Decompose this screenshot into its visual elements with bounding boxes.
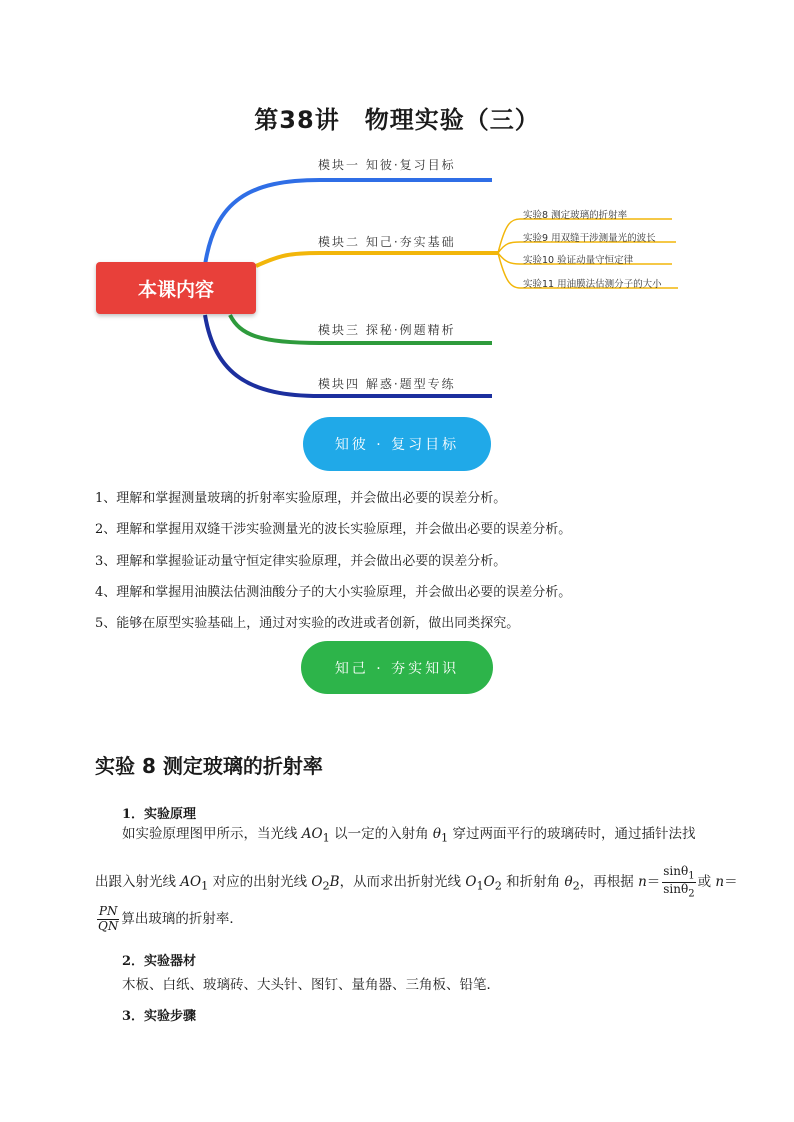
- sub-item-3: 实验10 验证动量守恒定律: [523, 255, 634, 266]
- sub-item-2: 实验9 用双缝干涉测量光的波长: [523, 233, 656, 244]
- goal-item-5: 5、能够在原型实验基础上，通过对实验的改进或者创新，做出同类探究。: [95, 616, 520, 631]
- branch-label-4: 模块四 解惑·题型专练: [318, 377, 456, 391]
- branch-line-2: [256, 253, 498, 266]
- goal-item-1: 1、理解和掌握测量玻璃的折射率实验原理，并会做出必要的误差分析。: [95, 491, 507, 506]
- goals-pill: 知彼 · 复习目标: [303, 417, 491, 471]
- subheading-principle: 1．实验原理: [122, 807, 197, 822]
- goal-item-2: 2、理解和掌握用双缝干涉实验测量光的波长实验原理，并会做出必要的误差分析。: [95, 522, 572, 537]
- goal-item-3: 3、理解和掌握验证动量守恒定律实验原理，并会做出必要的误差分析。: [95, 554, 507, 569]
- sub-item-1: 实验8 测定玻璃的折射率: [523, 210, 628, 221]
- subheading-steps: 3．实验步骤: [122, 1009, 197, 1024]
- principle-line-1: 如实验原理图甲所示，当光线 $AO_1$ 以一定的入射角 $\theta_1$ 穿过两面平行的玻璃砖时，通过插针法找: [122, 826, 696, 845]
- goal-item-4: 4、理解和掌握用油膜法估测油酸分子的大小实验原理，并会做出必要的误差分析。: [95, 585, 572, 600]
- sub-item-4: 实验11 用油膜法估测分子的大小: [523, 279, 662, 290]
- equipment-list: 木板、白纸、玻璃砖、大头针、图钉、量角器、三角板、铅笔．: [122, 977, 500, 993]
- basics-pill: 知己 · 夯实知识: [301, 641, 493, 694]
- page-title: 第38讲 物理实验（三）: [254, 106, 540, 134]
- subheading-equipment: 2．实验器材: [122, 954, 197, 969]
- length-ratio-fraction: $\frac{PN}{QN}$: [98, 904, 119, 933]
- principle-line-3: $\frac{PN}{QN}$ 算出玻璃的折射率．: [98, 904, 243, 933]
- branch-label-1: 模块一 知彼·复习目标: [318, 158, 456, 172]
- sine-ratio-fraction: $\frac{\sin\theta_1}{\sin\theta_2}$: [663, 864, 695, 900]
- mindmap-root: 本课内容: [96, 262, 256, 314]
- branch-label-2: 模块二 知己·夯实基础: [318, 235, 456, 249]
- principle-line-2: 出跟入射光线 $AO_1$ 对应的出射光线 $O_2B$，从而求出折射光线 $O_1O_2$ 和折射角 $\theta_2$，再根据 n＝ $\frac{\sin\theta_1}{\sin\theta_2}$ 或 n＝: [95, 864, 738, 900]
- branch-label-3: 模块三 探秘·例题精析: [318, 323, 456, 337]
- section-title: 实验 8 测定玻璃的折射率: [95, 754, 323, 778]
